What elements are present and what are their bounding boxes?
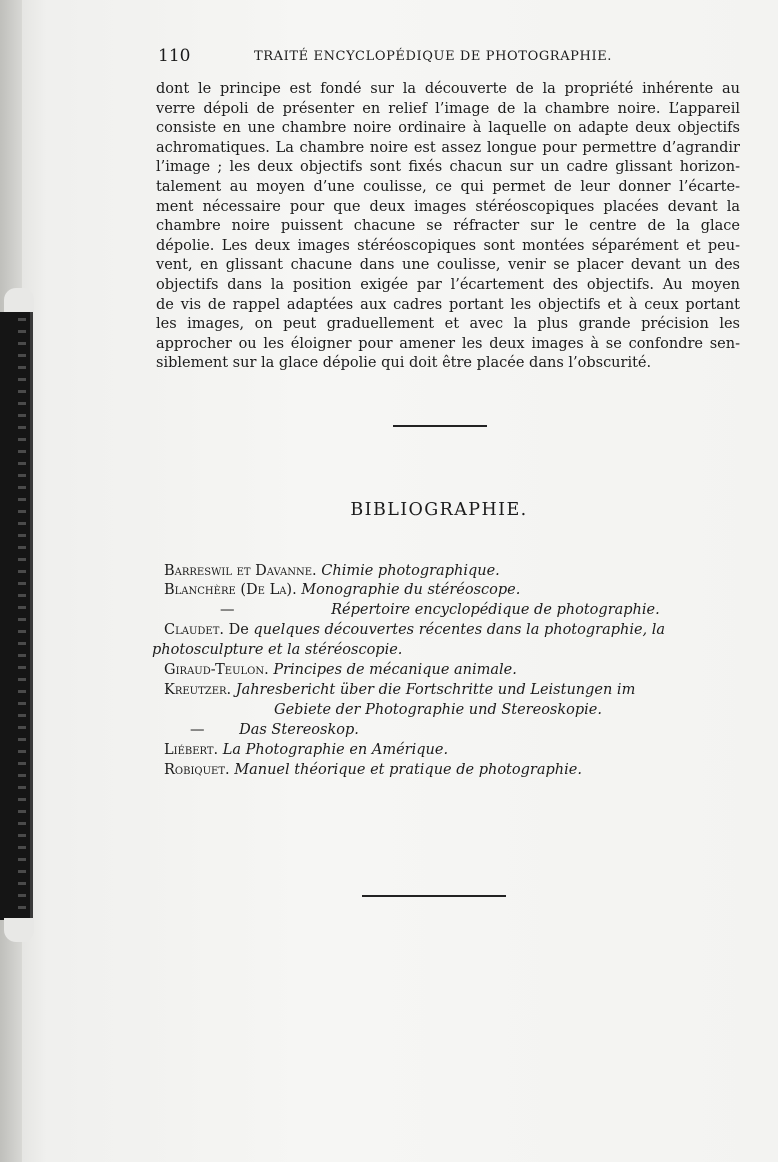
bibliography-entry	[190, 722, 359, 738]
bibliography-entry	[152, 642, 402, 658]
bibliography-entry	[164, 662, 517, 678]
entry-work: photosculpture et la stéréoscopie.	[152, 642, 403, 658]
running-head	[158, 46, 738, 70]
bibliography-entry	[164, 622, 665, 638]
entry-work: Principes de mécanique animale.	[273, 662, 517, 678]
body-line: talement au moyen d’une coulisse, ce qui permet de leur donner l’écarte-	[156, 178, 740, 195]
body-line: de vis de rappel adaptées aux cadres portant les objectifs et à ceux portant	[156, 296, 740, 313]
binding-stitches	[18, 318, 26, 914]
entry-dash: —	[190, 722, 205, 738]
binding-strip	[0, 312, 33, 920]
body-line: consiste en une chambre noire ordinaire à laquelle on adapte deux objectifs	[156, 120, 740, 137]
bibliography-entry	[164, 742, 448, 758]
entry-dash: —	[220, 602, 235, 618]
bibliography-entry	[164, 563, 500, 579]
entry-author: Liébert.	[164, 742, 219, 758]
body-line: ment nécessaire pour que deux images stéréoscopiques placées devant la	[156, 198, 740, 215]
body-line: les images, on peut graduellement et avec la plus grande précision les	[156, 316, 740, 333]
entry-author: Barreswil et Davanne.	[164, 563, 317, 579]
entry-author: Giraud-Teulon.	[164, 662, 269, 678]
bibliography-entry	[274, 702, 602, 718]
entry-author: Robiquet.	[164, 762, 230, 778]
body-line: verre dépoli de présenter en relief l’image de la chambre noire. L’appareil	[156, 100, 740, 117]
entry-work: Chimie photographique.	[321, 563, 500, 579]
entry-work: Das Stereoskop.	[239, 722, 359, 738]
entry-prefix: De	[228, 622, 249, 638]
body-paragraph	[156, 80, 740, 374]
bibliography-entry	[220, 602, 660, 618]
entry-work: Manuel théorique et pratique de photographie.	[234, 762, 582, 778]
entry-work: La Photographie en Amérique.	[222, 742, 449, 758]
body-line: objectifs dans la position exigée par l’écartement des objectifs. Au moyen	[156, 276, 740, 293]
entry-author: Claudet.	[164, 622, 224, 638]
entry-work: Gebiete der Photographie und Stereoskopie.	[274, 702, 602, 718]
entry-author: Blanchère (De La).	[164, 582, 297, 598]
entry-work: quelques découvertes récentes dans la photographie, la	[253, 622, 666, 638]
entry-author: Kreutzer.	[164, 682, 232, 698]
section-rule-top	[393, 425, 487, 427]
body-line: approcher ou les éloigner pour amener les deux images à se confondre sen-	[156, 335, 740, 352]
entry-work: Répertoire encyclopédique de photographie.	[331, 602, 660, 618]
bibliography-entry	[164, 582, 520, 598]
page-number: 110	[158, 46, 191, 66]
entry-work: Monographie du stéréoscope.	[301, 582, 521, 598]
section-rule-bottom	[362, 895, 506, 897]
body-line: l’image ; les deux objectifs sont fixés chacun sur un cadre glissant horizon-	[156, 159, 740, 176]
body-line: dépolie. Les deux images stéréoscopiques sont montées séparément et peu-	[156, 237, 740, 254]
body-line: dont le principe est fondé sur la découverte de la propriété inhérente au	[156, 81, 740, 97]
body-line: vent, en glissant chacune dans une coulisse, venir se placer devant un des	[156, 257, 740, 274]
body-line: chambre noire puissent chacune se réfracter sur le centre de la glace	[156, 218, 740, 235]
bibliography-entry	[164, 762, 582, 778]
header-title: TRAITÉ ENCYCLOPÉDIQUE DE PHOTOGRAPHIE.	[254, 49, 613, 64]
entry-work: Jahresbericht über die Fortschritte und Leistungen im	[235, 682, 636, 698]
bibliography-heading: BIBLIOGRAPHIE.	[350, 500, 528, 520]
binding-cap-top	[4, 288, 34, 312]
bibliography-entry	[164, 682, 635, 698]
binding-cap-bottom	[4, 918, 34, 942]
body-line: achromatiques. La chambre noire est assez longue pour permettre d’agrandir	[156, 139, 740, 156]
body-line: siblement sur la glace dépolie qui doit être placée dans l’obscurité.	[156, 355, 652, 372]
